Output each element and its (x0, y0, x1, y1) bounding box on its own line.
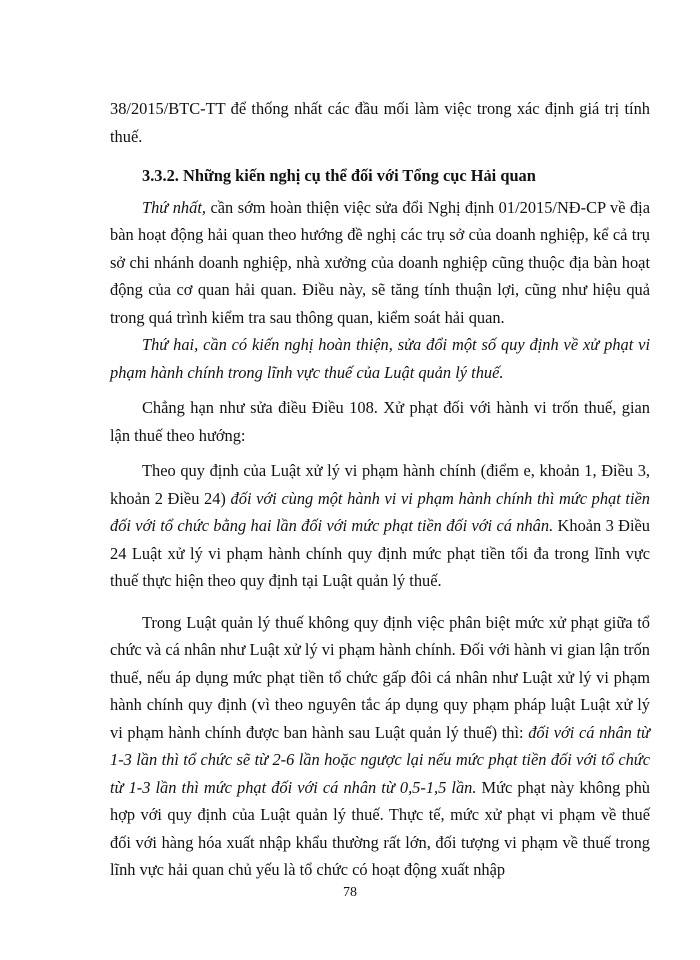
regulation-text-b: Khoản 3 Điều 24 Luật xử lý vi phạm hành chính quy định mức phạt tiền tối đa trong lĩnh vực thuế thực hiện theo quy định tại Luật quản lý thuế. (110, 516, 651, 590)
page-number: 78 (343, 885, 357, 900)
paragraph-first-recommendation (110, 194, 650, 332)
paragraph-regulation (110, 457, 650, 595)
regulation-text-a: Theo quy định của Luật xử lý vi phạm hành chính (điểm e, khoản 1, Điều 3, khoản 2 Điều 24) (110, 461, 650, 508)
first-marker: Thứ nhất, (142, 197, 206, 217)
paragraph-continuation: 38/2015/BTC-TT để thống nhất các đầu mối làm việc trong xác định giá trị tính thuế. (110, 99, 650, 146)
page-body (110, 95, 650, 884)
tax-law-text-a: Trong Luật quản lý thuế không quy định việc phân biệt mức xử phạt giữa tổ chức và cá nhân như Luật xử lý vi phạm hành chính. Đối với hành vi gian lận trốn thuế, nếu áp dụng mức phạt tiền tổ chức gấp đôi cá nhân như Luật xử lý vi phạm hành chính quy định (vì theo nguyên tắc áp dụng quy phạm pháp luật Luật xử lý vi phạm hành chính được ban hành sau Luật quản lý thuế) thì: (110, 612, 650, 742)
tax-law-text-b: Mức phạt này không phù hợp với quy định của Luật quản lý thuế. Thực tế, mức xử phạt vi phạm về thuế đối với hàng hóa xuất nhập khẩu thường rất lớn, đối tượng vi phạm về thuế trong lĩnh vực hải quan chủ yếu là tổ chức có hoạt động xuất nhập (110, 777, 650, 879)
first-recommendation-text: cần sớm hoàn thiện việc sửa đổi Nghị định 01/2015/NĐ-CP về địa bàn hoạt động hải quan theo hướng đề nghị các trụ sở của doanh nghiệp, kể cả trụ sở chi nhánh doanh nghiệp, nhà xưởng của doanh nghiệp cũng thuộc địa bàn hoạt động của cơ quan hải quan. Điều này, sẽ tăng tính thuận lợi, cũng như hiệu quả trong quá trình kiểm tra sau thông quan, kiểm soát hải quan. (110, 197, 650, 327)
paragraph-second-recommendation (110, 331, 650, 386)
section-heading: 3.3.2. Những kiến nghị cụ thể đối với Tổng cục Hải quan (142, 166, 536, 185)
paragraph-example: Chẳng hạn như sửa điều Điều 108. Xử phạt đối với hành vi trốn thuế, gian lận thuế theo hướng: (110, 398, 650, 445)
regulation-italic: đối với cùng một hành vi vi phạm hành chính thì mức phạt tiền đối với tổ chức bằng hai lần đối với mức phạt tiền đối với cá nhân. (110, 488, 650, 535)
tax-law-italic: đối với cá nhân từ 1-3 lần thì tổ chức sẽ từ 2-6 lần hoặc ngược lại nếu mức phạt tiền đối với tổ chức từ 1-3 lần thì mức phạt đối với cá nhân từ 0,5-1,5 lần. (110, 722, 650, 797)
second-recommendation-text: Thứ hai, cần có kiến nghị hoàn thiện, sửa đổi một số quy định về xử phạt vi phạm hành chính trong lĩnh vực thuế của Luật quản lý thuế. (110, 335, 650, 382)
paragraph-tax-law (110, 609, 650, 884)
